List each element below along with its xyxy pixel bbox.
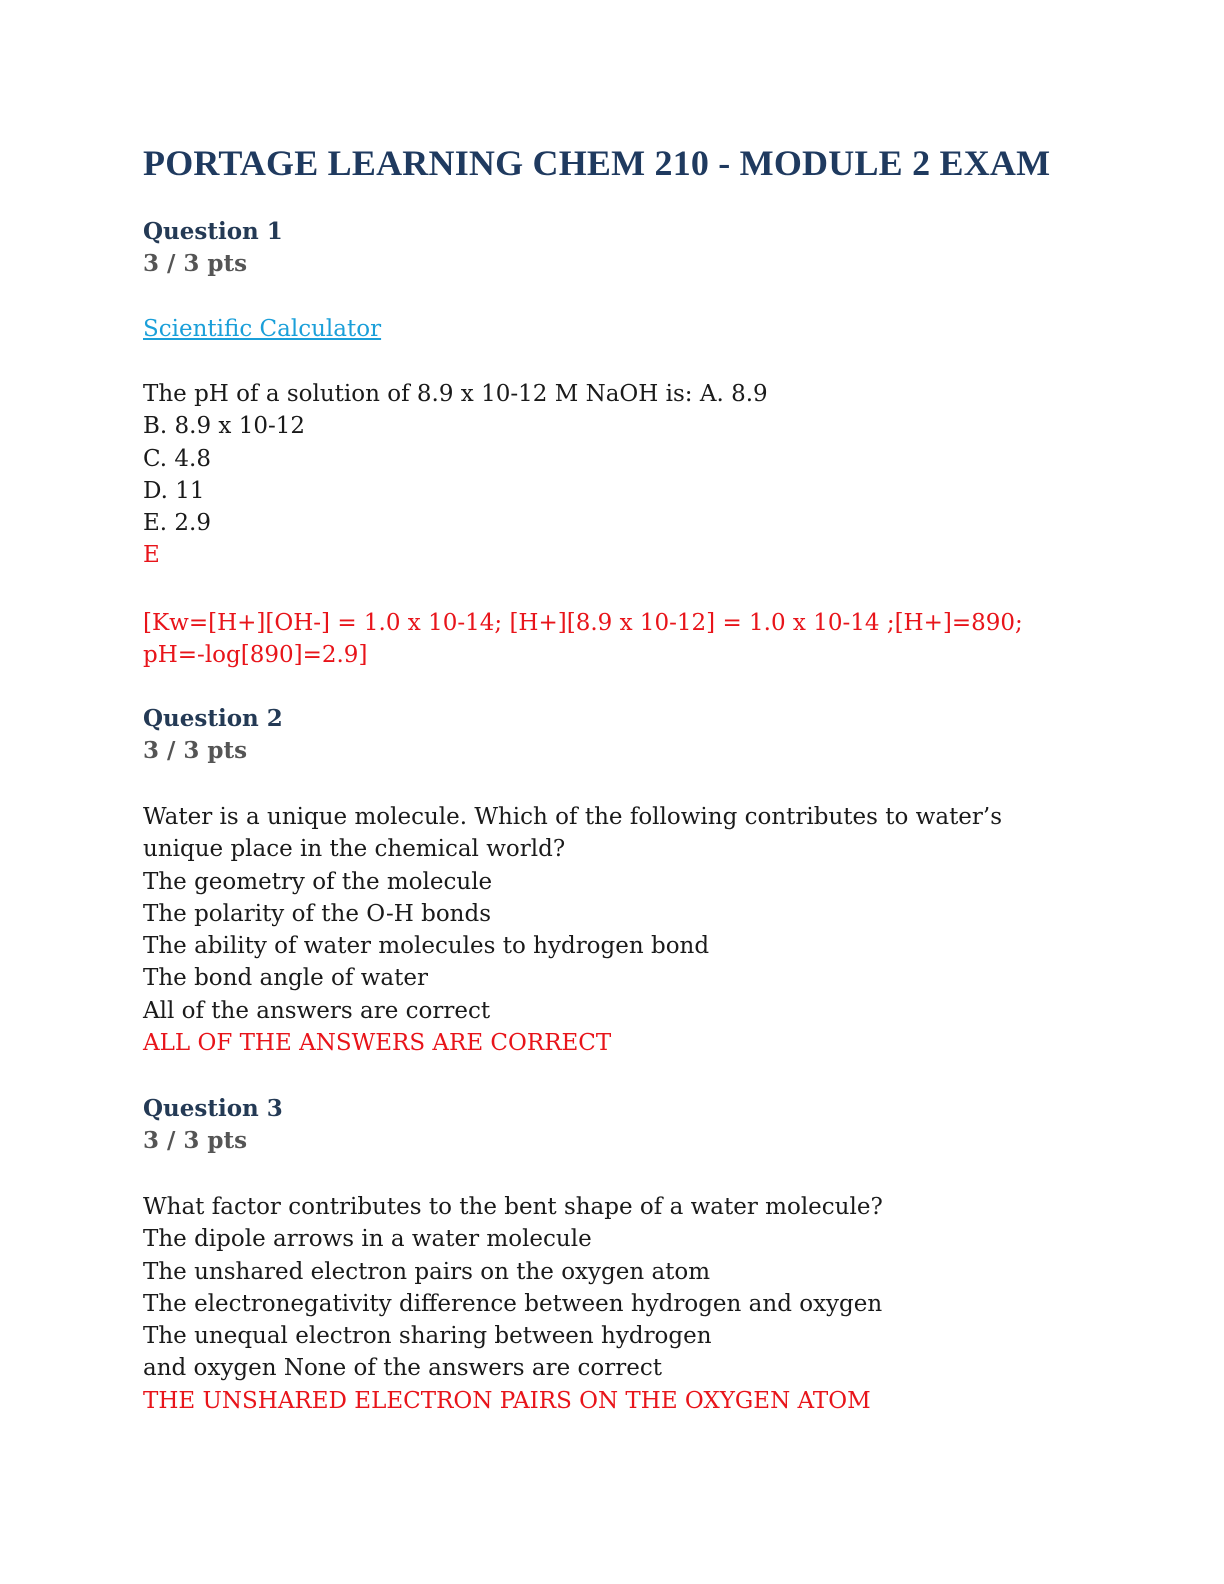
question-2-line: All of the answers are correct bbox=[143, 997, 491, 1024]
question-2-line: The geometry of the molecule bbox=[143, 868, 493, 895]
question-1-explanation: [Kw=[H+][OH-] = 1.0 x 10-14; [H+][8.9 x 10-12] = 1.0 x 10-14 ;[H+]=890; pH=-log[890]=2.9] bbox=[143, 610, 1023, 669]
question-3-line: The unequal electron sharing between hydrogen bbox=[143, 1323, 712, 1350]
question-3-line: and oxygen None of the answers are correct bbox=[143, 1355, 663, 1382]
question-3-heading: Question 3 bbox=[143, 1095, 283, 1122]
question-3-line: The dipole arrows in a water molecule bbox=[143, 1226, 592, 1253]
question-1-body bbox=[143, 378, 768, 572]
question-2-header bbox=[143, 703, 283, 767]
question-3-body bbox=[143, 1191, 883, 1417]
question-2-heading: Question 2 bbox=[143, 705, 283, 732]
question-3-header bbox=[143, 1093, 283, 1157]
scientific-calculator-link[interactable]: Scientific Calculator bbox=[143, 316, 382, 342]
question-3-points: 3 / 3 pts bbox=[143, 1127, 248, 1154]
question-1-heading: Question 1 bbox=[143, 218, 283, 245]
question-1-line: C. 4.8 bbox=[143, 445, 211, 472]
question-3-line: The unshared electron pairs on the oxygen atom bbox=[143, 1258, 711, 1285]
question-3-answer: THE UNSHARED ELECTRON PAIRS ON THE OXYGEN ATOM bbox=[143, 1387, 871, 1414]
question-2-line: Water is a unique molecule. Which of the following contributes to water’s bbox=[143, 804, 1003, 830]
question-1-line: The pH of a solution of 8.9 x 10-12 M NaOH is: A. 8.9 bbox=[143, 381, 768, 407]
question-2-line: The polarity of the O-H bonds bbox=[143, 900, 492, 927]
page-title: PORTAGE LEARNING CHEM 210 - MODULE 2 EXAM bbox=[143, 143, 1051, 183]
question-1-header bbox=[143, 216, 283, 280]
question-1-line: D. 11 bbox=[143, 477, 205, 504]
question-2-body bbox=[143, 801, 1002, 1059]
question-3-line: The electronegativity difference between hydrogen and oxygen bbox=[143, 1290, 883, 1317]
question-2-points: 3 / 3 pts bbox=[143, 737, 248, 764]
question-2-line: The ability of water molecules to hydrogen bond bbox=[143, 933, 710, 960]
question-1-answer: E bbox=[143, 542, 160, 569]
question-1-line: E. 2.9 bbox=[143, 510, 211, 537]
question-2-line: unique place in the chemical world? bbox=[143, 836, 566, 863]
question-3-line: What factor contributes to the bent shape of a water molecule? bbox=[143, 1194, 883, 1220]
question-2-line: The bond angle of water bbox=[143, 965, 428, 992]
question-1-points: 3 / 3 pts bbox=[143, 250, 248, 277]
question-2-answer: ALL OF THE ANSWERS ARE CORRECT bbox=[143, 1030, 612, 1057]
question-1-line: B. 8.9 x 10-12 bbox=[143, 413, 305, 440]
